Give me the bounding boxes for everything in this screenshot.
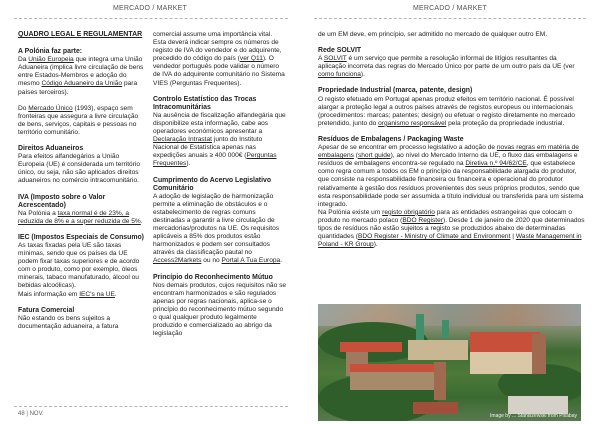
castle-photo (318, 304, 581, 421)
link-novas-regras-embalagens[interactable]: novas regras em matéria de embalagens (318, 144, 579, 160)
link-bdo-register-ministry[interactable]: BDO Register - Ministry of Climate and Environment (357, 233, 511, 241)
text: Do (18, 104, 29, 112)
link-ver-q11[interactable]: ver Q11 (239, 55, 263, 63)
link-portal-a-tua-europa[interactable]: Portal A Tua Europa (221, 257, 281, 265)
link-uniao-europeia[interactable]: União Europeia (28, 56, 74, 64)
text: ). O vendedor português pode validar o número de IVA do adquirente comunitário no Sistema VIES (Perguntas Frequentes). (153, 55, 285, 87)
heading-customs-duties: Direitos Aduaneiros (18, 145, 84, 153)
single-market-paragraph (18, 105, 146, 137)
text: Mais informação em (18, 290, 80, 298)
left-column-2 (153, 31, 287, 346)
intrastat-block (153, 96, 287, 169)
text: comercial assume uma importância vital. Esta deverá indicar sempre os números de registo de IVA do vendedor e do adquirente, precedido do código do país ( (153, 31, 282, 63)
link-short-guide[interactable]: short guide (357, 152, 391, 160)
heading-packaging-waste: Resíduos de Embalagens / Packaging Waste (318, 135, 464, 143)
text: . (114, 290, 117, 298)
text: (1993), espaço sem fronteiras que assegura a livre circulação de bens, serviços, capitais e pessoas no território comunitário. (18, 104, 139, 136)
link-organismo-responsavel[interactable]: organismo responsável (378, 119, 447, 127)
heading-solvit: Rede SOLVIT (318, 47, 362, 55)
excise-block (18, 234, 146, 299)
heading-mutual-recognition: Princípio do Reconhecimento Mútuo (153, 273, 273, 281)
link-iec-na-ue[interactable]: IEC's na UE (79, 290, 115, 298)
text: As taxas fixadas pela UE são taxas mínimas, sendo que os países da UE podem fixar taxas superiores e de acordo com o produto, como por exemplo, óleos minerais, tabaco manufaturado, álcool ou bebidas alcoólicas). (18, 241, 140, 290)
text: para as entidades estrangeiras que colocam o produto no mercado polaco ( (318, 208, 573, 224)
section-title: QUADRO LEGAL E REGULAMENTAR (18, 31, 143, 38)
right-page (300, 0, 600, 424)
text: A adoção de legislação de harmonização permite a eliminação de obstáculos e o estabelecimento de regras comuns destinadas a garantir a livre circulação de mercadorias/produtos na UE. Os requisitos aplicáveis a 85% dos produtos estão harmonizados e podem ser consultados através da classificação pautal no (153, 192, 280, 257)
text: ). Desde 1 de janeiro de 2020 que determinados tipos de resíduos não estão sujeitos a registo se produzidos abaixo de determinadas quantidades ( (318, 216, 585, 241)
heading-intrastat: Controlo Estatístico das Trocas Intracomunitárias (153, 95, 257, 111)
text: ). (373, 241, 378, 249)
text: ( (353, 152, 358, 160)
link-vat-rates[interactable]: taxa normal é de 23%, a reduzida de 8% e a super reduzida de 5% (18, 209, 141, 225)
text: . (280, 257, 283, 265)
solvit-block (318, 47, 586, 79)
link-mercado-unico[interactable]: Mercado Único (28, 104, 73, 112)
link-declaracao-intrastat[interactable]: Declaração Intrastat (153, 136, 213, 144)
text: ). (186, 160, 191, 168)
text: que integra uma União Aduaneira (implica livre circulação de bens entre Estados-Membros e adoção do mesmo (18, 56, 144, 88)
text: , que estabelece como regra comum a todos os EM o princípio da responsabilidade alargada do produtor, que consiste na responsabilidade financeira ou financeira e operacional do produtor relativamente à gestão dos resíduos provenientes dos seus próprios produtos, sendo que esta responsabilidade pode ser assumida a título individual ou transferida para um sistema integrado. (318, 160, 584, 208)
text: pela proteção da propriedade industrial. (446, 119, 565, 127)
page-number: 48 | NOV. (18, 411, 44, 417)
link-perguntas-frequentes[interactable]: Perguntas Frequentes (153, 152, 277, 168)
text: Apesar de se encontrar em processo legislativo a adoção de (318, 144, 497, 152)
text: Na ausência de fiscalização alfandegária que disponibilize esta informação, cabe aos operadores económicos apresentar a (153, 111, 286, 136)
text: Na Polónia existe um (318, 208, 383, 216)
text: para países terceiros). (18, 80, 138, 96)
packaging-waste-block (318, 136, 586, 249)
text: Nos demais produtos, cujos requisitos não se encontram harmonizados e são regulados apenas por regras nacionais, aplica-se o princípio do reconhecimento mútuo segundo o qual qualquer produto legalmente produzido e comercializado ao abrigo da legislação (153, 281, 287, 338)
invoice-block (18, 307, 146, 331)
poland-membership-block (18, 48, 146, 97)
photo-credit: Image by ... Staniszewski from Pixabay (490, 413, 577, 419)
header-divider (14, 18, 288, 19)
mutual-recognition-block (153, 274, 287, 339)
running-head: MERCADO / MARKET (413, 5, 487, 12)
heading-excise: IEC (Impostos Especiais de Consumo) (18, 233, 144, 241)
acquis-block (153, 177, 287, 266)
link-waste-management-kr-group[interactable]: Waste Management in Poland - KR Group (318, 233, 582, 249)
text: junto do Instituto Nacional de Estatística apenas nas expedições anuais ≥ 400 000€ ( (153, 136, 263, 160)
right-column (318, 31, 586, 249)
customs-duties-block (18, 145, 146, 185)
industrial-property-block (318, 87, 586, 127)
link-como-funciona[interactable]: como funciona (318, 71, 361, 79)
separator: | (510, 233, 516, 241)
left-column-1 (18, 31, 146, 339)
text: é um serviço que permite a resolução informal de litígios resultantes da aplicação incorreta das regras do Mercado Único por parte de um outro país da UE (ver (318, 55, 575, 71)
header-divider (314, 18, 586, 19)
heading-industrial-property: Propriedade Industrial (marca, patente, design) (318, 87, 473, 95)
vat-block (18, 194, 146, 226)
link-registo-obrigatorio[interactable]: registo obrigatório (382, 208, 435, 216)
text: ). (360, 71, 365, 79)
text: O registo efetuado em Portugal apenas produz efeitos em território nacional. É possível alargar a proteção legal a outros países através de registos europeus ou internacionais (procedimentos: marcas; patentes; design) ou efetuar o registo diretamente no mercado pretendido, junto do (318, 95, 575, 127)
link-codigo-aduaneiro[interactable]: Código Aduaneiro da União (41, 80, 123, 88)
link-access2markets[interactable]: Access2Markets (153, 257, 202, 265)
text: Na Polónia a (18, 209, 58, 217)
link-bdo-register[interactable]: BDO Register (402, 216, 443, 224)
heading-vat: IVA (Imposto sobre o Valor Acrescentado) (18, 193, 106, 209)
heading-acquis: Cumprimento do Acervo Legislativo Comunitário (153, 176, 272, 192)
footer-divider (14, 406, 288, 407)
link-solvit[interactable]: SOLVIT (323, 55, 347, 63)
invoice-continued (153, 31, 287, 88)
text: Para efeitos alfandegários a União Europeia (UE) é considerada um território único, ou seja, não são aplicados direitos aduaneiros no comércio intracomunitário. (18, 153, 141, 185)
text: ou no (201, 257, 222, 265)
link-diretiva-94-62-ce[interactable]: Diretiva n.º 94/62/CE (465, 160, 527, 168)
heading-invoice: Fatura Comercial (18, 306, 75, 314)
text: Da (18, 56, 29, 64)
text: . (140, 217, 143, 225)
running-head: MERCADO / MARKET (113, 5, 187, 12)
text: A (318, 55, 324, 63)
text: Não estando os bens sujeitos a documentação aduaneira, a fatura (18, 314, 119, 330)
heading-poland-part-of: A Polónia faz parte: (18, 48, 83, 56)
mutual-recognition-continued: de um EM deve, em princípio, ser admitido no mercado de qualquer outro EM. (318, 31, 548, 38)
text: ), ao nível do Mercado Interno da UE, o fluxo das embalagens e resíduos de embalagens encontra-se regulado na (318, 152, 578, 168)
